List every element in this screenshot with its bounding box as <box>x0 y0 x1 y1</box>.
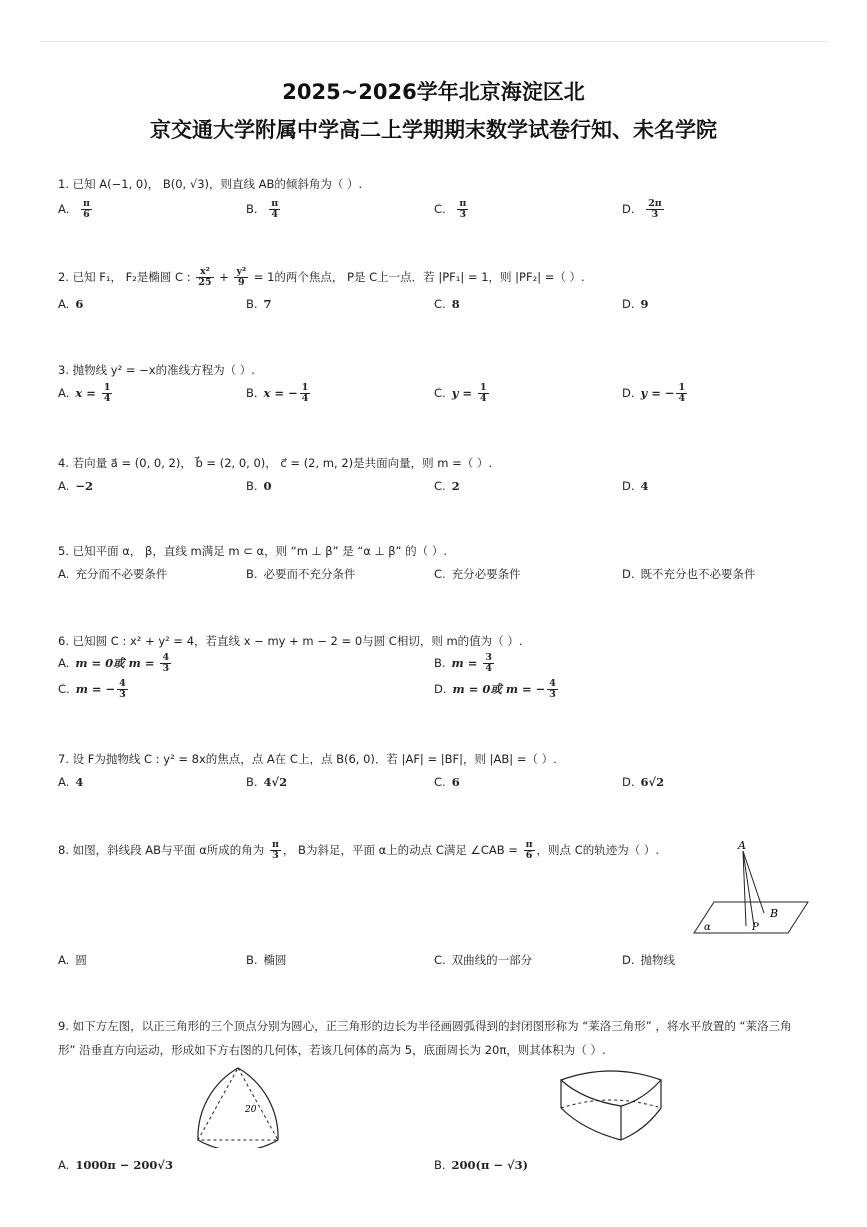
page-title-line1: 2025~2026学年北京海淀区北 <box>282 80 585 104</box>
stem-text: = 1的两个焦点， P是 C上一点．若 |PF₁| = 1，则 |PF₂| =（ ）. <box>250 270 585 284</box>
prism-bottom-left-arc <box>561 1108 621 1140</box>
option-value: 4 <box>640 479 649 493</box>
inner-triangle <box>198 1068 278 1140</box>
option-value: 充分必要条件 <box>451 567 521 581</box>
option-label: D. <box>622 953 635 967</box>
option-value: 圆 <box>75 953 87 967</box>
question-2-stem <box>58 267 585 288</box>
prism-top-face <box>561 1071 661 1106</box>
option-label: A. <box>58 656 70 670</box>
option-value: 椭圆 <box>263 953 287 967</box>
question-5-option-d[interactable] <box>622 566 756 582</box>
option-value: −2 <box>75 479 93 493</box>
option-value: 充分而不必要条件 <box>75 567 168 581</box>
option-fraction: $\frac{\pi}{6}$ <box>82 198 90 220</box>
option-value: 0 <box>263 479 272 493</box>
question-4-option-b[interactable] <box>246 478 272 494</box>
question-1-option-c[interactable] <box>434 199 470 220</box>
question-4-option-c[interactable] <box>434 478 460 494</box>
option-label: C. <box>434 386 446 400</box>
option-fraction: $\frac{1}{4}$ <box>678 382 686 404</box>
angle-fraction: $\frac{\pi}{6}$ <box>525 839 533 861</box>
option-value: 8 <box>451 297 460 311</box>
option-label: C. <box>434 202 446 216</box>
option-label: B. <box>246 775 258 789</box>
option-label: D. <box>622 202 635 216</box>
option-value: 2 <box>451 479 460 493</box>
label-alpha: α <box>704 922 711 933</box>
angle-fraction: $\frac{\pi}{3}$ <box>271 839 279 861</box>
question-7-option-a[interactable] <box>58 774 83 790</box>
option-value: 7 <box>263 297 272 311</box>
option-fraction: $\frac{\pi}{4}$ <box>271 198 279 220</box>
question-1-option-d[interactable] <box>622 199 666 220</box>
reuleaux-outline <box>198 1068 278 1148</box>
label-a: A <box>738 839 746 852</box>
option-fraction: $\frac{3}{4}$ <box>485 652 492 674</box>
question-2-option-c[interactable] <box>434 296 460 312</box>
option-prefix: x = <box>75 386 100 400</box>
question-7-option-d[interactable] <box>622 774 664 790</box>
option-label: A. <box>58 953 70 967</box>
option-prefix: m = − <box>75 682 116 696</box>
question-1-option-a[interactable] <box>58 199 94 220</box>
question-2-option-b[interactable] <box>246 296 272 312</box>
stem-text: ， B为斜足，平面 α上的动点 C满足 ∠CAB = <box>282 843 522 857</box>
question-1-option-b[interactable] <box>246 199 282 220</box>
option-value: 4√2 <box>263 775 288 789</box>
question-8-option-b[interactable] <box>246 952 287 968</box>
stem-text: 8. 如图，斜线段 AB与平面 α所成的角为 <box>58 843 268 857</box>
option-label: B. <box>246 953 258 967</box>
option-label: A. <box>58 297 70 311</box>
ellipse-y-term: $\frac{\text{y²}}{9}$ <box>236 266 247 288</box>
stem-text: ，则点 C的轨迹为（ ）. <box>536 843 660 857</box>
option-value: 双曲线的一部分 <box>451 953 533 967</box>
option-label: C. <box>58 682 70 696</box>
option-value: 9 <box>640 297 649 311</box>
question-7-option-b[interactable] <box>246 774 287 790</box>
option-label: A. <box>58 567 70 581</box>
option-label: D. <box>622 567 635 581</box>
question-6-option-c[interactable] <box>58 679 130 700</box>
option-label: C. <box>434 953 446 967</box>
question-3-option-b[interactable] <box>246 383 312 404</box>
ellipse-x-term: $\frac{\text{x²}}{25}$ <box>198 266 212 288</box>
option-label: D. <box>622 479 635 493</box>
option-fraction: $\frac{2\pi}{3}$ <box>648 198 662 220</box>
option-label: A. <box>58 775 70 789</box>
option-prefix: x = − <box>263 386 298 400</box>
question-6-option-d[interactable] <box>434 679 560 700</box>
reuleaux-triangle-figure <box>190 1062 290 1148</box>
option-label: D. <box>434 682 447 696</box>
option-label: A. <box>58 1158 70 1172</box>
question-8-option-d[interactable] <box>622 952 675 968</box>
question-2-option-d[interactable] <box>622 296 649 312</box>
question-1-stem: 1. 已知 A(−1, 0)， B(0, √3)，则直线 AB的倾斜角为（ ）. <box>58 177 363 191</box>
question-8-stem <box>58 840 659 861</box>
option-label: C. <box>434 479 446 493</box>
option-fraction: $\frac{1}{4}$ <box>103 382 111 404</box>
option-label: B. <box>246 202 258 216</box>
option-label: B. <box>434 1158 446 1172</box>
label-p: P <box>752 922 759 933</box>
question-5-option-a[interactable] <box>58 566 167 582</box>
option-value: 必要而不充分条件 <box>263 567 356 581</box>
option-label: C. <box>434 567 446 581</box>
option-prefix: y = − <box>640 386 675 400</box>
option-value: 6 <box>451 775 460 789</box>
option-value: 既不充分也不必要条件 <box>640 567 756 581</box>
question-8-option-a[interactable] <box>58 952 87 968</box>
option-label: D. <box>622 297 635 311</box>
question-2-option-a[interactable] <box>58 296 83 312</box>
option-label: C. <box>434 775 446 789</box>
label-b: B <box>770 907 779 920</box>
option-prefix: m = 0或 m = <box>75 656 159 670</box>
question-7-option-c[interactable] <box>434 774 460 790</box>
option-fraction: $\frac{4}{3}$ <box>119 678 126 700</box>
question-3-option-c[interactable] <box>434 383 491 404</box>
option-label: C. <box>434 297 446 311</box>
question-6-option-b[interactable] <box>434 653 496 674</box>
option-fraction: $\frac{1}{4}$ <box>301 382 309 404</box>
question-3-option-d[interactable] <box>622 383 689 404</box>
question-9-option-a[interactable] <box>58 1157 173 1173</box>
question-9-stem: 9. 如下方左图，以正三角形的三个顶点分别为圆心，正三角形的边长为半径画圆弧得到的封闭图形称为 “莱洛三角形” ，将水平放置的 “莱洛三角形” 沿垂直方向运动，形成如下方右图的几何体，若该几何体的高为 5，底面周长为 20π，则其体积为（ ）. <box>58 1019 792 1057</box>
prism-bottom-right-arc <box>621 1108 661 1140</box>
option-fraction: $\frac{1}{4}$ <box>480 382 487 404</box>
option-label: B. <box>246 479 258 493</box>
option-fraction: $\frac{4}{3}$ <box>549 678 556 700</box>
option-prefix: m = 0或 m = − <box>452 682 546 696</box>
option-value: 6√2 <box>640 775 665 789</box>
question-4-option-a[interactable] <box>58 478 93 494</box>
page-title-line2: 京交通大学附属中学高二上学期期末数学试卷行知、未名学院 <box>150 118 717 142</box>
option-value: 抛物线 <box>640 953 676 967</box>
question-9-option-b[interactable] <box>434 1157 528 1173</box>
question-5-option-b[interactable] <box>246 566 356 582</box>
question-7-stem: 7. 设 F为抛物线 C : y² = 8x的焦点，点 A在 C上，点 B(6, 0)．若 |AF| = |BF|，则 |AB| =（ ）. <box>58 752 557 766</box>
option-prefix: m = <box>451 656 482 670</box>
question-3-option-a[interactable] <box>58 383 114 404</box>
question-4-option-d[interactable] <box>622 478 649 494</box>
question-3-stem: 3. 抛物线 y² = −x的准线方程为（ ）. <box>58 363 255 377</box>
option-label: B. <box>246 386 258 400</box>
question-8-option-c[interactable] <box>434 952 532 968</box>
option-label: B. <box>246 297 258 311</box>
side-length-label: 20 <box>245 1105 257 1115</box>
question-5-stem: 5. 已知平面 α， β，直线 m满足 m ⊂ α，则 “m ⊥ β” 是 “α ⊥ β” 的（ ）. <box>58 544 447 558</box>
option-fraction: $\frac{\pi}{3}$ <box>459 198 467 220</box>
oblique-segment-ab <box>743 851 764 913</box>
option-prefix: y = <box>451 386 477 400</box>
option-value: 1000π − 200√3 <box>75 1158 173 1172</box>
option-value: 4 <box>75 775 84 789</box>
question-6-stem: 6. 已知圆 C : x² + y² = 4，若直线 x − my + m − 2 = 0与圆 C相切，则 m的值为（ ）. <box>58 634 523 648</box>
option-value: 200(π − √3) <box>451 1158 529 1172</box>
top-rule <box>40 41 827 42</box>
reuleaux-prism-figure <box>553 1068 668 1148</box>
option-value: 6 <box>75 297 84 311</box>
stem-text: 2. 已知 F₁， F₂是椭圆 C : <box>58 270 195 284</box>
question-4-stem: 4. 若向量 a⃗ = (0, 0, 2)， b⃗ = (2, 0, 0)， c⃗ = (2, m, 2)是共面向量，则 m =（ ）. <box>58 456 493 470</box>
option-fraction: $\frac{4}{3}$ <box>162 652 170 674</box>
question-8-figure <box>690 836 812 938</box>
option-label: D. <box>622 775 635 789</box>
option-label: A. <box>58 479 70 493</box>
option-label: B. <box>434 656 446 670</box>
option-label: D. <box>622 386 635 400</box>
question-5-option-c[interactable] <box>434 566 521 582</box>
question-6-option-a[interactable] <box>58 653 173 674</box>
option-label: A. <box>58 202 70 216</box>
plus-sign: + <box>215 270 233 284</box>
option-label: A. <box>58 386 70 400</box>
option-label: B. <box>246 567 258 581</box>
